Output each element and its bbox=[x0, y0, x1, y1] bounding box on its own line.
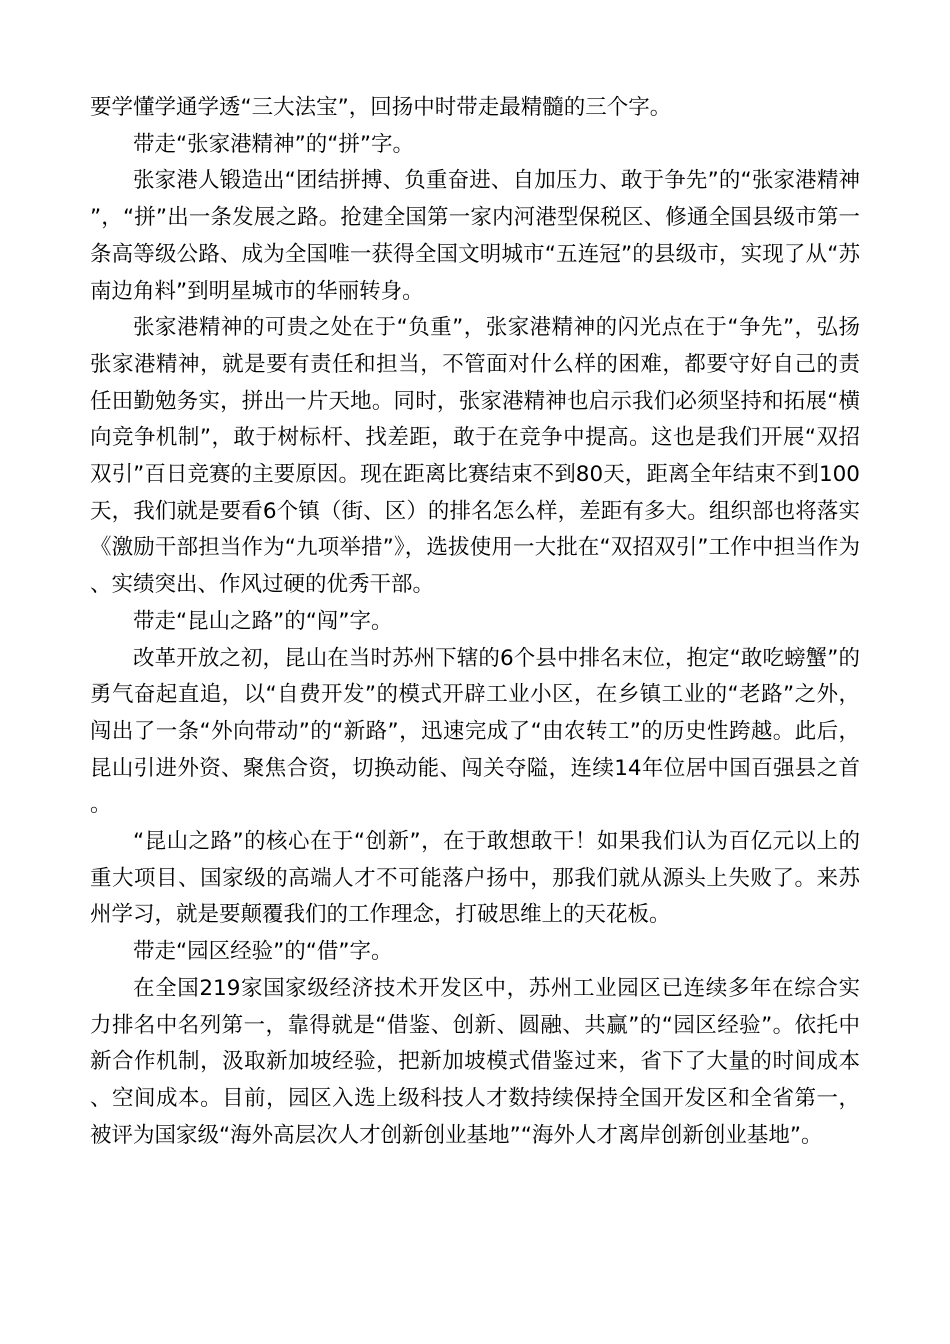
paragraph-zhangjiagang-meaning: 张家港精神的可贵之处在于“负重”，张家港精神的闪光点在于“争先”，弘扬张家港精神，就是要有责任和担当，不管面对什么样的困难，都要守好自己的责任田勤勉务实，拼出一片天地。同时，张家港精神也启示我们必须坚持和拓展“横向竞争机制”，敢于树标杆、找差距，敢于在竞争中提高。这也是我们开展“双招双引”百日竞赛的主要原因。现在距离比赛结束不到80天，距离全年结束不到100天，我们就是要看6个镇（街、区）的排名怎么样，差距有多大。组织部也将落实《激励干部担当作为“九项举措”》，选拔使用一大批在“双招双引”工作中担当作为、实绩突出、作风过硬的优秀干部。 bbox=[90, 315, 860, 598]
document-page bbox=[90, 90, 860, 1154]
paragraph-park-experience: 在全国219家国家级经济技术开发区中，苏州工业园区已连续多年在综合实力排名中名列第一，靠得就是“借鉴、创新、圆融、共赢”的“园区经验”。依托中新合作机制，汲取新加坡经验，把新加坡模式借鉴过来，省下了大量的时间成本、空间成本。目前，园区入选上级科技人才数持续保持全国开发区和全省第一，被评为国家级“海外高层次人才创新创业基地”“海外人才离岸创新创业基地”。 bbox=[90, 975, 860, 1148]
paragraph-zhangjiagang-history: 张家港人锻造出“团结拼搏、负重奋进、自加压力、敢于争先”的“张家港精神”，“拼”出一条发展之路。抢建全国第一家内河港型保税区、修通全国县级市第一条高等级公路、成为全国唯一获得全国文明城市“五连冠”的县级市，实现了从“苏南边角料”到明星城市的华丽转身。 bbox=[90, 168, 860, 304]
paragraph-intro: 要学懂学通学透“三大法宝”，回扬中时带走最精髓的三个字。 bbox=[90, 95, 672, 120]
paragraph-kunshan-meaning: “昆山之路”的核心在于“创新”，在于敢想敢干！如果我们认为百亿元以上的重大项目、国家级的高端人才不可能落户扬中，那我们就从源头上失败了。来苏州学习，就是要颠覆我们的工作理念，打破思维上的天花板。 bbox=[90, 829, 860, 928]
heading-zhangjiagang-spirit: 带走“张家港精神”的“拼”字。 bbox=[133, 131, 415, 157]
paragraph-kunshan-history: 改革开放之初，昆山在当时苏州下辖的6个县中排名末位，抱定“敢吃螃蟹”的勇气奋起直追，以“自费开发”的模式开辟工业小区，在乡镇工业的“老路”之外，闯出了一条“外向带动”的“新路”，迅速完成了“由农转工”的历史性跨越。此后，昆山引进外资、聚焦合资，切换动能、闯关夺隘，连续14年位居中国百强县之首。 bbox=[90, 645, 860, 818]
heading-kunshan-road: 带走“昆山之路”的“闯”字。 bbox=[133, 608, 393, 634]
heading-park-experience: 带走“园区经验”的“借”字。 bbox=[133, 939, 393, 965]
